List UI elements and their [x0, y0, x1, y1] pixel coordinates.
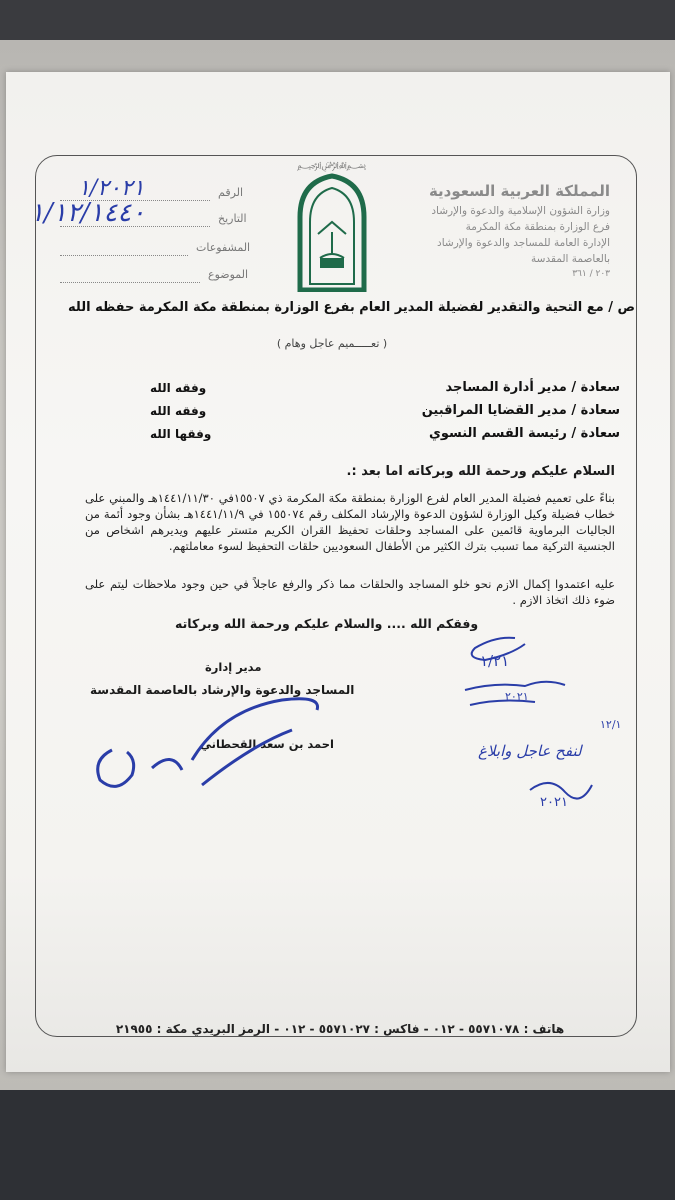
recipient-name: سعادة / مدير أدارة المساجد	[445, 380, 620, 395]
recipient-name: سعادة / رئيسة القسم النسوي	[428, 426, 620, 441]
signatory-title-2: المساجد والدعوة والإرشاد بالعاصمة المقدسة	[90, 683, 355, 697]
circular-title: ( تعـــــميم عاجل وهام )	[276, 337, 388, 350]
date-label: التاريخ	[218, 212, 247, 225]
letter-subject: ص / مع التحية والتقدير لفضيلة المدير العام بفرع الوزارة بمنطقة مكة المكرمة حفظه الله	[68, 300, 635, 315]
recipient-blessing: وفقه الله	[150, 404, 207, 418]
ministry-line-3: فرع الوزارة بمنطقة مكة المكرمة	[465, 221, 610, 233]
top-bar	[0, 0, 675, 40]
contact-footer: هاتف : ٥٥٧١٠٧٨ - ٠١٢ - فاكس : ٥٥٧١٠٢٧ - ٠١٢ - الرمز البريدي مكة : ٢١٩٥٥	[115, 1022, 565, 1036]
number-value: ١/٢٠٢١	[78, 176, 145, 201]
number-label: الرقم	[218, 186, 244, 199]
signatory-name: احمد بن سعد القحطاني	[200, 737, 335, 751]
subject-label: الموضوع	[208, 268, 249, 281]
ministry-line-6: ٢٠٣ / ٣٦١	[572, 269, 610, 279]
recipient-blessing: وفقه الله	[150, 381, 207, 395]
emblem-caption-icon: ﷽	[297, 161, 367, 171]
signatory-title-1: مدير إدارة	[205, 660, 262, 674]
ministry-line-5: بالعاصمة المقدسة	[531, 253, 610, 265]
handwritten-referral: لنفح عاجل وابلاغ	[478, 742, 582, 760]
body-paragraph-2: عليه اعتمدوا إكمال الازم نحو خلو المساجد والحلقات مما ذكر والرفع عاجلاً في حين وجود ملاحظات ليتم على ضوء ذلك اتخاذ الازم .	[85, 577, 615, 607]
handwritten-referral-date: ١٢/١	[600, 718, 622, 731]
ministry-emblem-icon	[282, 172, 382, 292]
closing-line: وفقكم الله .... والسلام عليكم ورحمة الله وبركاته	[175, 616, 479, 631]
date-value: ١/١٢/١٤٤٠	[30, 198, 146, 228]
subject-line	[60, 282, 200, 283]
attachments-label: المشفوعات	[196, 241, 251, 254]
bottom-bar	[0, 1090, 675, 1200]
ministry-line-4: الإدارة العامة للمساجد والدعوة والإرشاد	[437, 237, 610, 249]
ministry-line-1: المملكة العربية السعودية	[428, 182, 610, 200]
handwritten-note-year: ٢٠٢١	[505, 690, 529, 703]
signatory-signature-icon	[82, 690, 335, 800]
handwritten-note-date: ١/٢١	[480, 652, 510, 670]
greeting: السلام عليكم ورحمة الله وبركاته اما بعد :.	[346, 464, 615, 479]
handwritten-referral-year: ٢٠٢١	[540, 795, 568, 810]
body-paragraph-1: بناءً على تعميم فضيلة المدير العام لفرع الوزارة بمنطقة مكة المكرمة ذي ١٥٥٠٧في ١٤٤١/١١/٣٠هـ والمبني على خطاب فضيلة وكيل الوزارة لشؤون الدعوة والإرشاد المكلف رقم ١٥٥٠٧٤ في ١٤٤١/١١/٩هـ بشأن وجود أئمة من الجاليات البرماوية قائمين على المساجد وحلقات تحفيظ القران الكريم متستر عليهم ويديرهم اشخاص من الجنسية التركية مما تسبب بترك الكثير من الأطفال السعوديين حلقات التحفيظ لسوء معاملتهم.	[85, 491, 615, 553]
ministry-line-2: وزارة الشؤون الإسلامية والدعوة والإرشاد	[431, 205, 610, 217]
recipient-blessing: وفقها الله	[150, 427, 212, 441]
attachments-line	[60, 255, 188, 256]
recipient-name: سعادة / مدير القضايا المراقبين	[421, 403, 620, 418]
